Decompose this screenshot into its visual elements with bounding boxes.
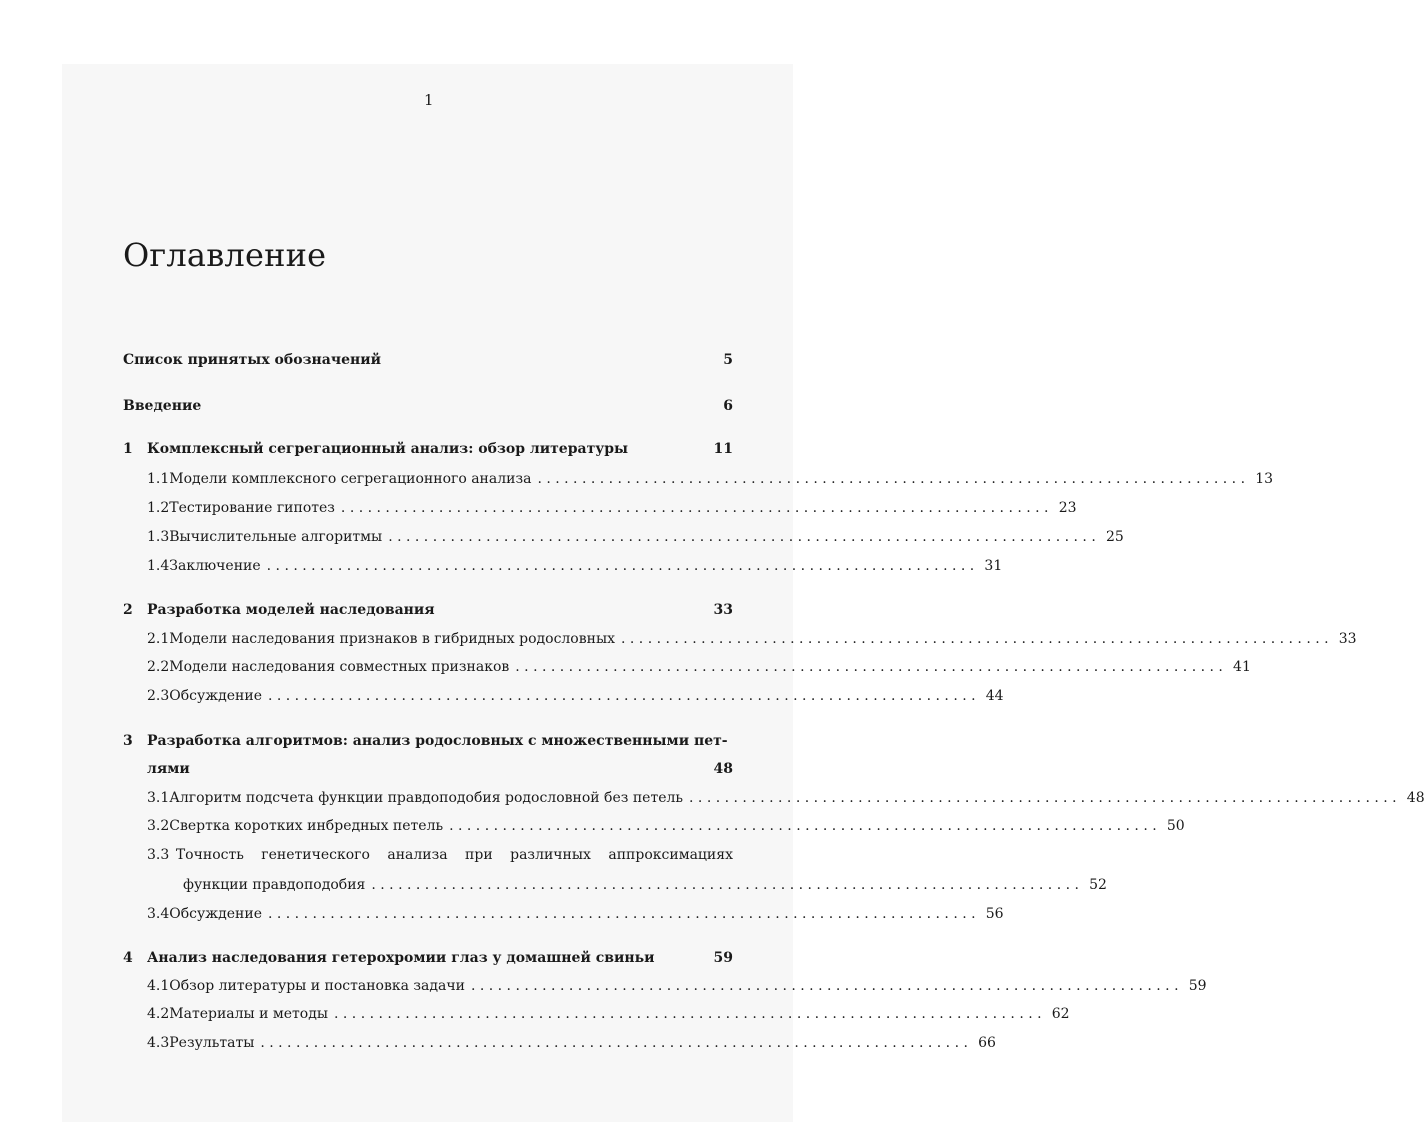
dot-leader (537, 470, 1245, 488)
section-number: 3.2 (147, 818, 170, 834)
toc-chapter-3[interactable] (123, 732, 733, 750)
section-label: Модели комплексного сегрегационного анализа (169, 471, 532, 487)
section-label: Результаты (169, 1035, 255, 1051)
section-number: 4.2 (147, 1006, 170, 1022)
toc-section-3-3-cont[interactable] (183, 876, 1107, 894)
toc-chapter-3-cont[interactable] (147, 760, 733, 778)
chapter-number: 4 (123, 950, 133, 966)
section-number: 2.1 (147, 631, 170, 647)
section-label-line1: Точность генетического анализа при различных аппроксимациях (175, 847, 733, 863)
section-label: Модели наследования совместных признаков (169, 659, 510, 675)
section-label: Алгоритм подсчета функции правдоподобия родословной без петель (169, 790, 684, 806)
section-page: 48 (1406, 790, 1425, 806)
chapter-number: 1 (123, 441, 133, 457)
dot-leader (267, 557, 975, 575)
toc-section-3-2[interactable] (123, 817, 1185, 835)
toc-chapter-1[interactable] (123, 440, 733, 458)
toc-section-4-2[interactable] (123, 1005, 1070, 1023)
toc-section-3-4[interactable] (123, 905, 1004, 923)
dot-leader (449, 817, 1157, 835)
toc-chapter-4[interactable] (123, 949, 733, 967)
chapter-number: 3 (123, 733, 133, 749)
chapter-page: 11 (713, 441, 733, 457)
toc-chapter-2[interactable] (123, 601, 733, 619)
section-number: 3.1 (147, 790, 170, 806)
section-number: 3.3 (147, 847, 170, 863)
section-page: 59 (1188, 978, 1207, 994)
dot-leader (260, 1034, 968, 1052)
toc-section-2-3[interactable] (123, 687, 1004, 705)
toc-entry-label: Введение (123, 398, 202, 414)
dot-leader (268, 687, 976, 705)
section-label: Тестирование гипотез (169, 500, 335, 516)
section-label: Материалы и методы (169, 1006, 328, 1022)
section-page: 25 (1105, 529, 1124, 545)
toc-entry-notation[interactable] (123, 351, 733, 369)
chapter-label: Анализ наследования гетерохромии глаз у домашней свиньи (147, 950, 655, 966)
toc-section-2-1[interactable] (123, 630, 1357, 648)
section-label: Заключение (169, 558, 261, 574)
toc-entry-intro[interactable] (123, 397, 733, 415)
section-page: 50 (1166, 818, 1185, 834)
dot-leader (621, 630, 1329, 648)
toc-section-3-3[interactable] (123, 846, 733, 864)
section-label: Модели наследования признаков в гибридных родословных (169, 631, 615, 647)
section-page: 33 (1338, 631, 1357, 647)
section-page: 62 (1051, 1006, 1070, 1022)
chapter-page: 59 (713, 950, 733, 966)
section-number: 1.2 (147, 500, 170, 516)
dot-leader (471, 977, 1179, 995)
section-page: 44 (985, 688, 1004, 704)
section-label: Свертка коротких инбредных петель (169, 818, 444, 834)
section-label: Вычислительные алгоритмы (169, 529, 383, 545)
toc-section-2-2[interactable] (123, 658, 1251, 676)
chapter-label-line2: лями (147, 761, 190, 777)
toc-section-4-1[interactable] (123, 977, 1207, 995)
section-number: 3.4 (147, 906, 170, 922)
toc-section-4-3[interactable] (123, 1034, 996, 1052)
toc-section-1-2[interactable] (123, 499, 1077, 517)
section-page: 56 (985, 906, 1004, 922)
section-number: 4.3 (147, 1035, 170, 1051)
section-page: 52 (1089, 877, 1107, 893)
page-title: Оглавление (123, 236, 327, 274)
section-page: 13 (1255, 471, 1274, 487)
toc-entry-label: Список принятых обозначений (123, 352, 381, 368)
dot-leader (689, 789, 1397, 807)
toc-section-1-4[interactable] (123, 557, 1003, 575)
chapter-page: 48 (713, 761, 733, 777)
section-label: Обзор литературы и постановка задачи (169, 978, 465, 994)
section-number: 1.4 (147, 558, 170, 574)
section-label: Обсуждение (169, 688, 262, 704)
chapter-number: 2 (123, 602, 133, 618)
section-page: 66 (978, 1035, 996, 1051)
section-label: Обсуждение (169, 906, 262, 922)
chapter-label-line1: Разработка алгоритмов: анализ родословных с множественными пет- (147, 733, 728, 749)
dot-leader (371, 876, 1079, 894)
section-page: 23 (1058, 500, 1077, 516)
section-page: 41 (1233, 659, 1251, 675)
chapter-label: Разработка моделей наследования (147, 602, 435, 618)
section-number: 4.1 (147, 978, 170, 994)
section-number: 1.3 (147, 529, 170, 545)
section-label-line2: функции правдоподобия (183, 877, 366, 893)
toc-entry-page: 6 (723, 398, 733, 414)
toc-section-1-3[interactable] (123, 528, 1124, 546)
dot-leader (341, 499, 1049, 517)
section-number: 2.2 (147, 659, 170, 675)
section-number: 1.1 (147, 471, 170, 487)
chapter-label: Комплексный сегрегационный анализ: обзор литературы (147, 441, 629, 457)
dot-leader (334, 1005, 1042, 1023)
page-number: 1 (424, 91, 434, 109)
toc-section-3-1[interactable] (123, 789, 1425, 807)
dot-leader (388, 528, 1096, 546)
dot-leader (515, 658, 1223, 676)
chapter-page: 33 (713, 602, 733, 618)
toc-section-1-1[interactable] (123, 470, 1274, 488)
toc-entry-page: 5 (723, 352, 733, 368)
dot-leader (268, 905, 976, 923)
section-number: 2.3 (147, 688, 170, 704)
section-page: 31 (984, 558, 1003, 574)
